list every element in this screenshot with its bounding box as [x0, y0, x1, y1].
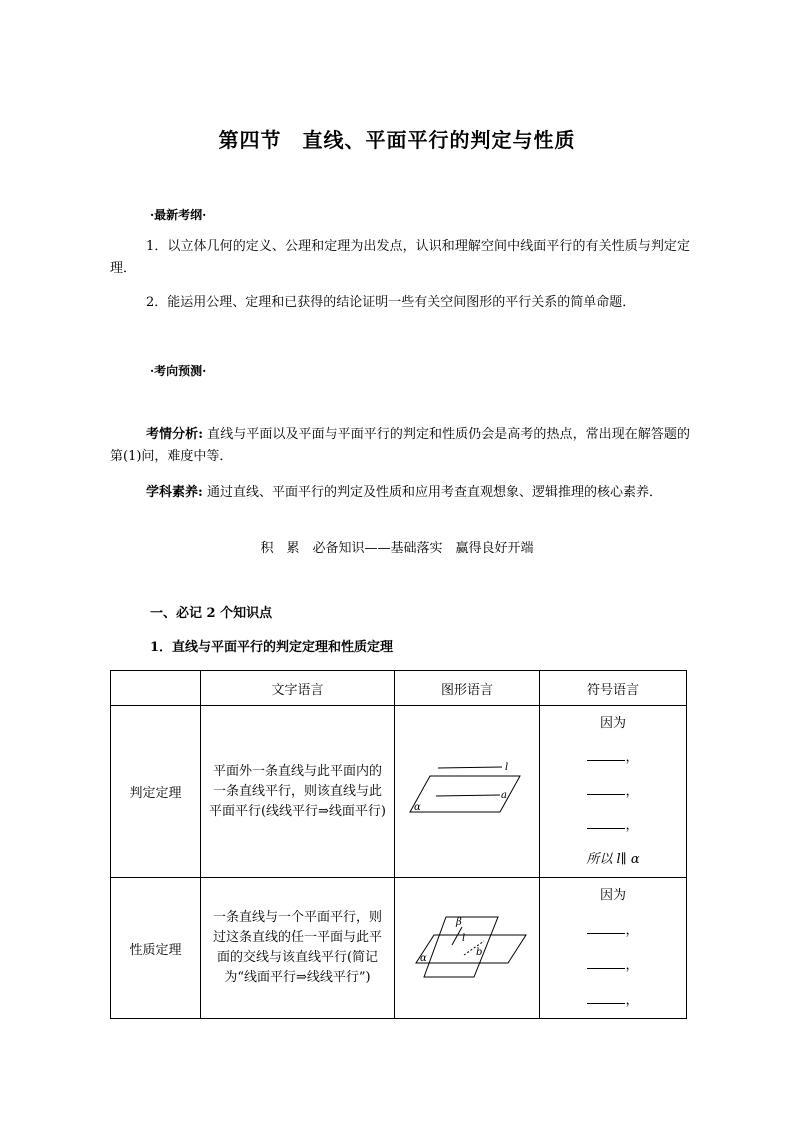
- line-l-shape: [438, 767, 502, 768]
- literacy-label: 学科素养:: [146, 485, 203, 500]
- line-l-shape: [452, 927, 462, 945]
- table-row-criterion: [111, 706, 687, 878]
- plane-alpha-shape: [416, 935, 526, 963]
- header-figure-language: 图形语言: [395, 671, 540, 706]
- blank-line: ，: [546, 948, 680, 983]
- criterion-name: 判定定理: [111, 706, 201, 878]
- label-l: l: [505, 761, 509, 773]
- theorem-table: [110, 670, 687, 1019]
- because-label: 因为: [599, 888, 626, 903]
- property-text: 一条直线与一个平面平行，则过这条直线的任一平面与此平面的交线与该直线平行(简记为“线面平行⇒线线平行”): [201, 878, 395, 1019]
- header-symbol-language: 符号语言: [540, 671, 687, 706]
- property-symbol: [540, 878, 687, 1019]
- label-a: a: [501, 789, 507, 801]
- label-l: l: [462, 933, 466, 944]
- exam-outline-heading: ·最新考纲·: [150, 208, 207, 222]
- because-label: 因为: [599, 715, 626, 731]
- label-alpha: α: [420, 953, 427, 964]
- literacy-text: 通过直线、平面平行的判定及性质和应用考查直观想象、逻辑推理的核心素养．: [202, 485, 662, 500]
- criterion-diagram: [402, 760, 532, 820]
- criterion-text: 平面外一条直线与此平面内的一条直线平行，则该直线与此平面平行(线线平行⇒线面平行): [201, 706, 395, 878]
- property-figure: [395, 878, 540, 1019]
- analysis-paragraph: [110, 424, 690, 468]
- blank-line: ，: [546, 775, 680, 809]
- blank-line: ，: [546, 913, 680, 948]
- property-diagram: [402, 911, 532, 981]
- blank-line: ，: [546, 809, 680, 843]
- page-title: 第四节 直线、平面平行的判定与性质: [218, 128, 576, 152]
- analysis-label: 考情分析:: [146, 427, 203, 442]
- foundation-subheading: 积 累 必备知识——基础落实 赢得良好开端: [260, 541, 534, 556]
- header-empty: [111, 671, 201, 706]
- table-row-property: [111, 878, 687, 1019]
- criterion-symbol: [540, 706, 687, 878]
- literacy-paragraph: [110, 482, 690, 504]
- analysis-text: 直线与平面以及平面与平面平行的判定和性质仍会是高考的热点，常出现在解答题的第(1)问，难度中等．: [110, 427, 690, 464]
- label-alpha: α: [414, 801, 421, 813]
- blank-line: ，: [546, 983, 680, 1018]
- criterion-figure: [395, 706, 540, 878]
- exam-item-1: 1．以立体几何的定义、公理和定理为出发点，认识和理解空间中线面平行的有关性质与判定定理．: [110, 239, 690, 276]
- level1-heading: 一、必记 2 个知识点: [150, 606, 273, 621]
- level2-heading: 1．直线与平面平行的判定定理和性质定理: [150, 640, 394, 655]
- table-header-row: [111, 671, 687, 706]
- forecast-heading: ·考向预测·: [150, 364, 207, 378]
- label-beta: β: [456, 917, 462, 928]
- property-name: 性质定理: [111, 878, 201, 1019]
- label-b: b: [476, 947, 483, 958]
- conclusion-label: 所以 l∥ α: [586, 851, 640, 867]
- header-text-language: 文字语言: [201, 671, 395, 706]
- blank-line: ，: [546, 741, 680, 775]
- exam-item-2: 2．能运用公理、定理和已获得的结论证明一些有关空间图形的平行关系的简单命题．: [146, 295, 636, 310]
- line-a-shape: [436, 795, 500, 796]
